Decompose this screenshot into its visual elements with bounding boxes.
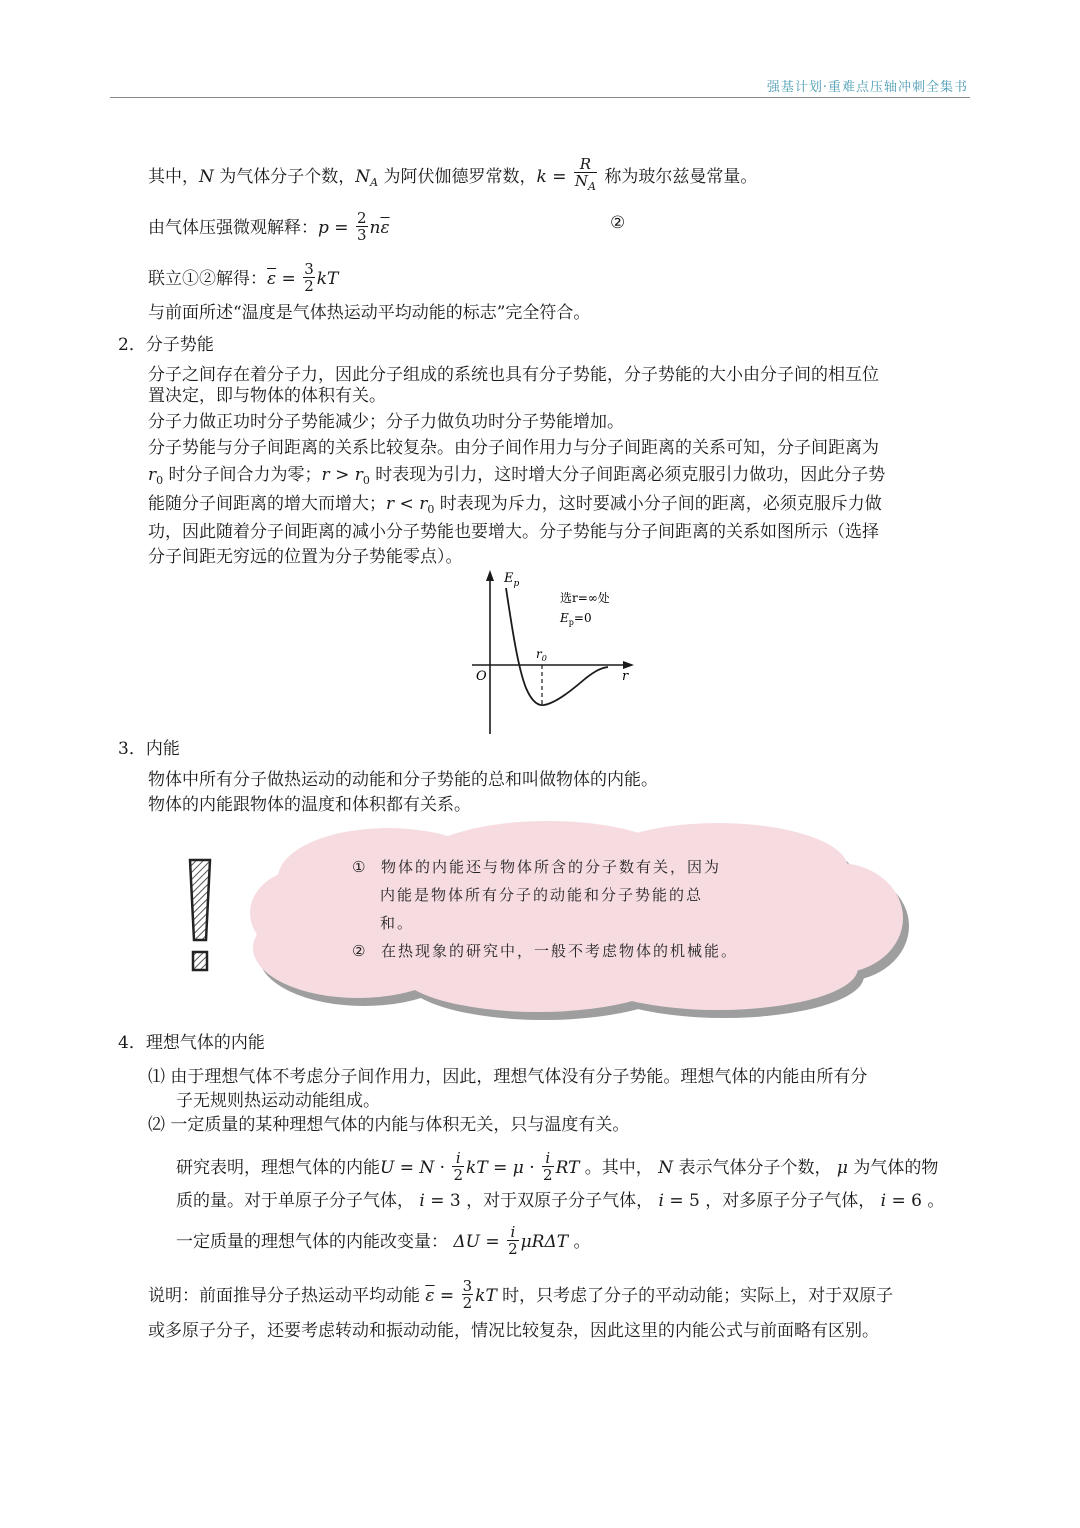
y-axis-arrow	[486, 570, 494, 581]
text-line: 物体中所有分子做热运动的动能和分子势能的总和叫做物体的内能。	[148, 770, 658, 790]
r0-label: $r_0$	[536, 647, 547, 663]
text-line: $r_0$ 时分子间合力为零；$r > r_0$ 时表现为引力，这时增大分子间距离必须克服引力做功，因此分子势	[148, 465, 886, 487]
zero-point-note: 选r=∞处	[560, 591, 610, 605]
origin-label: O	[476, 669, 487, 684]
cloud-note-2: ② 在热现象的研究中，一般不考虑物体的机械能。	[352, 942, 739, 960]
text-line: 分子间距无穷远的位置为分子势能零点）。	[148, 547, 463, 567]
text-line: 子无规则热运动动能组成。	[176, 1091, 380, 1111]
zero-point-value: $E_p=0$	[560, 611, 592, 627]
text-line: ⑴ 由于理想气体不考虑分子间作用力，因此，理想气体没有分子势能。理想气体的内能由所有分	[148, 1067, 868, 1087]
cloud-note-1-cont: 和。	[380, 914, 415, 932]
section-heading-3: 3．内能	[118, 739, 180, 759]
line-pressure: 由气体压强微观解释：p = $\frac{2}{3}$ $n\overline{\varepsilon}$	[148, 209, 390, 244]
equation-mark-2: ②	[610, 213, 626, 233]
text-line: 与前面所述“温度是气体热运动平均动能的标志”完全符合。	[148, 303, 591, 323]
line-energy-change: 一定质量的理想气体的内能改变量： ΔU = $\frac{i}{2}$ μRΔT 。	[176, 1223, 591, 1258]
x-axis-label: r	[622, 669, 629, 684]
text-line: 物体的内能跟物体的温度和体积都有关系。	[148, 795, 471, 815]
text-line: 或多原子分子，还要考虑转动和振动动能，情况比较复杂，因此这里的内能公式与前面略有区别。	[148, 1321, 879, 1341]
line-internal-energy: 研究表明，理想气体的内能U = N · $\frac{i}{2}$ kT = μ · $\frac{i}{2}$ RT 。其中， N 表示气体分子个数， μ 为气体的物	[176, 1149, 939, 1184]
fraction-R-over-NA: $\frac{R}{N_A}$	[574, 155, 596, 193]
text-line: 分子势能与分子间距离的关系比较复杂。由分子间作用力与分子间距离的关系可知，分子间距离为	[148, 438, 879, 458]
cloud-note-1-cont: 内能是物体所有分子的动能和分子势能的总	[380, 886, 704, 904]
section-heading-2: 2．分子势能	[118, 335, 214, 355]
text-line: 置决定，即与物体的体积有关。	[148, 386, 386, 406]
cloud-body	[250, 821, 903, 1012]
cloud-callout	[248, 818, 920, 1022]
text-line: 分子力做正功时分子势能减少；分子力做负功时分子势能增加。	[148, 412, 624, 432]
potential-energy-graph	[468, 568, 638, 738]
page-header-title: 强基计划·重难点压轴冲刺全集书	[766, 80, 968, 95]
header-rule	[110, 97, 970, 98]
line-result: 联立①②解得：$\overline{\varepsilon}$ = $\frac{3}{2}$ kT	[148, 260, 339, 295]
line-degrees-of-freedom: 质的量。对于单原子分子气体， i = 3 ，对于双原子分子气体， i = 5 ，对多原子分子气体， i = 6 。	[176, 1191, 945, 1211]
exclamation-icon	[184, 858, 216, 978]
line-constants: 其中，N 为气体分子个数，$N_A$ 为阿伏伽德罗常数，k = $\frac{R}{N_A}$ 称为玻尔兹曼常量。	[148, 155, 758, 193]
x-axis-arrow	[623, 661, 634, 669]
text-line: 分子之间存在着分子力，因此分子组成的系统也具有分子势能，分子势能的大小由分子间的相互位	[148, 365, 879, 385]
line-explanation: 说明：前面推导分子热运动平均动能 $\overline{\varepsilon}$ = $\frac{3}{2}$ kT 时，只考虑了分子的平动动能；实际上，对于双原子	[148, 1277, 894, 1312]
text-line: ⑵ 一定质量的某种理想气体的内能与体积无关，只与温度有关。	[148, 1115, 630, 1135]
text-line: 能随分子间距离的增大而增大；$r < r_0$ 时表现为斥力，这时要减小分子间的距离，必须克服斥力做	[148, 494, 882, 516]
text-line: 功，因此随着分子间距离的减小分子势能也要增大。分子势能与分子间距离的关系如图所示（选择	[148, 522, 879, 542]
y-axis-label: $E_p$	[504, 571, 520, 589]
potential-curve	[506, 588, 608, 705]
cloud-note-1: ① 物体的内能还与物体所含的分子数有关，因为	[352, 858, 722, 876]
section-heading-4: 4．理想气体的内能	[118, 1033, 265, 1053]
